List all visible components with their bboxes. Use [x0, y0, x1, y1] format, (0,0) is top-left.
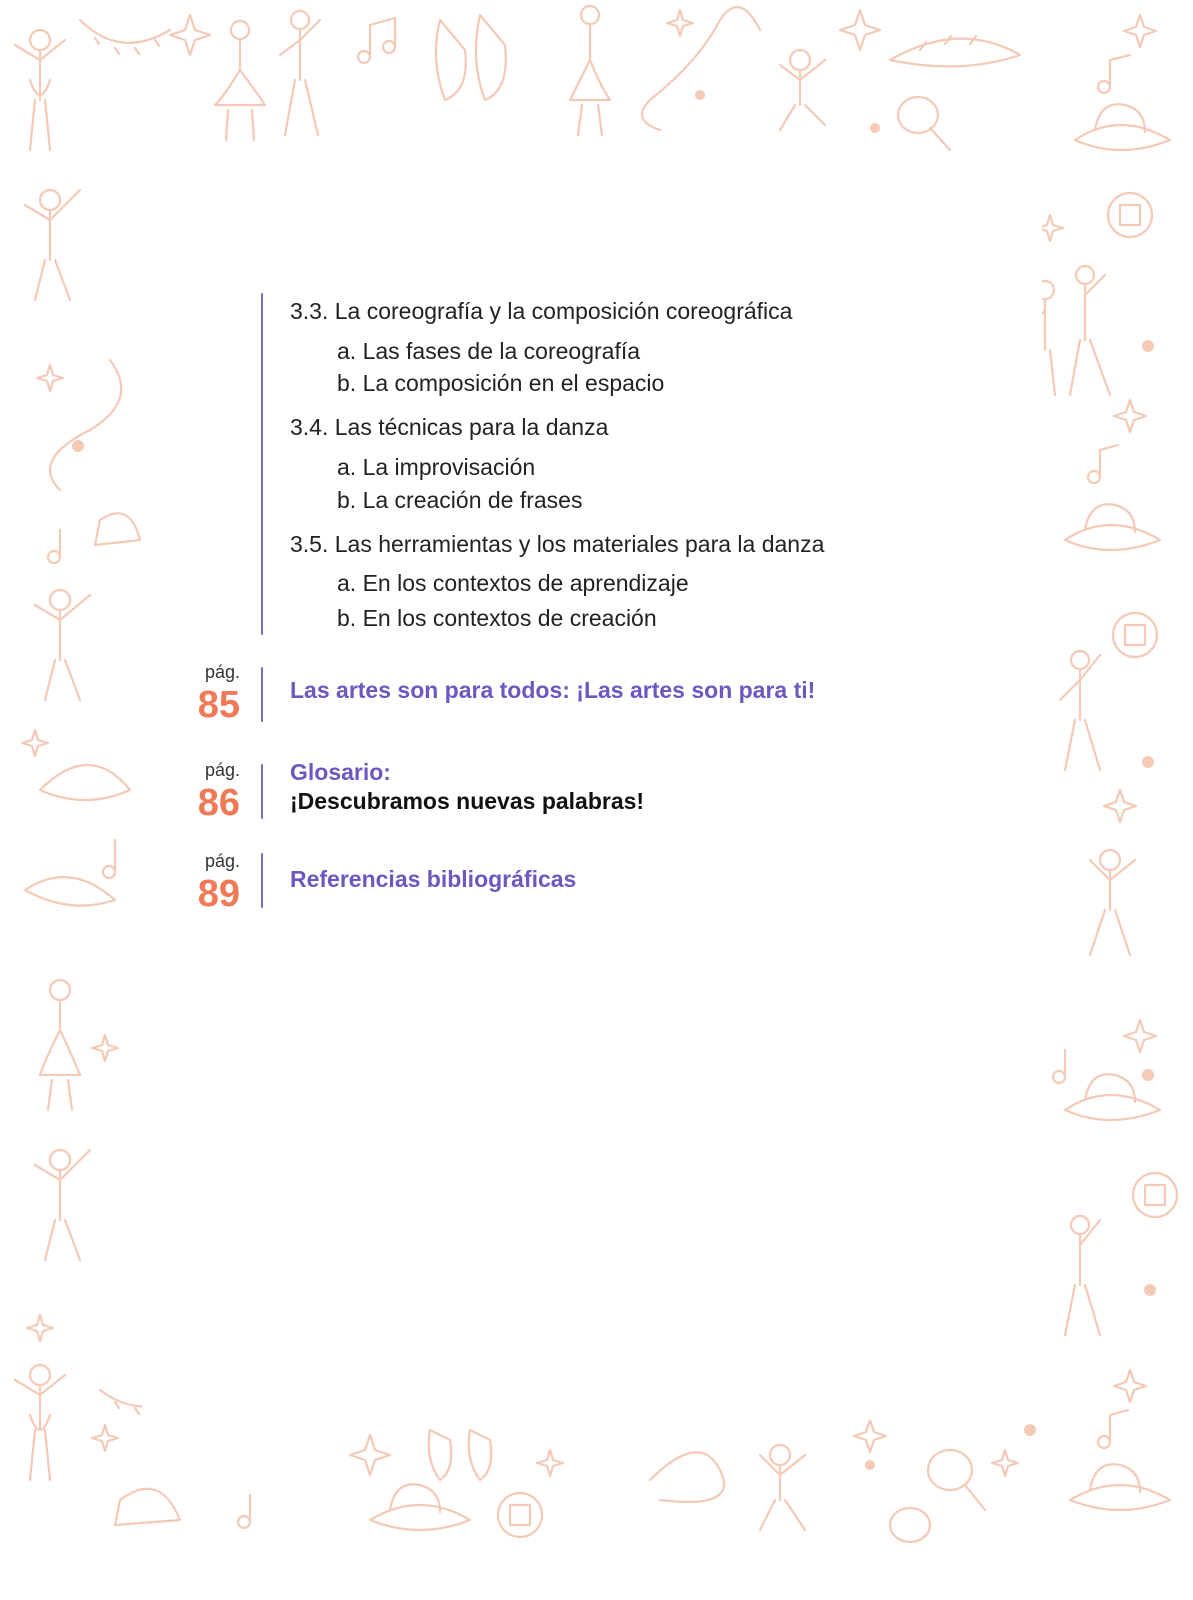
page-number: 89 — [197, 873, 240, 915]
toc-section-3-4[interactable]: 3.4. Las técnicas para la danza — [290, 414, 609, 440]
shoe-icon — [115, 1489, 180, 1525]
ribbon-icon — [650, 1452, 724, 1502]
sombrero-icon — [40, 765, 130, 800]
music-note-icon — [48, 530, 60, 563]
entry-title[interactable]: Glosario: — [290, 759, 391, 785]
entry-divider-rule — [261, 764, 263, 819]
dancer-icon — [15, 1365, 65, 1480]
sparkle-icon — [27, 1315, 53, 1341]
sparkle-icon — [1114, 400, 1146, 432]
music-note-icon — [238, 1495, 250, 1528]
sparkle-icon — [350, 1435, 390, 1475]
coin-icon — [1108, 193, 1152, 237]
entry-title[interactable]: Referencias bibliográficas — [290, 866, 577, 892]
toc-item[interactable]: a. Las fases de la coreografía — [337, 338, 641, 364]
ballet-shoes-icon — [429, 1430, 492, 1480]
sparkle-icon — [1124, 1020, 1156, 1052]
dancer-icon — [25, 190, 80, 300]
jumping-dancer-icon — [780, 50, 825, 130]
dancer-icon — [35, 590, 90, 700]
entry-divider-rule — [261, 667, 263, 722]
music-note-icon — [1098, 1410, 1128, 1448]
ribbon-icon — [642, 7, 760, 130]
entry-subtitle[interactable]: ¡Descubramos nuevas palabras! — [290, 788, 645, 814]
dancer-icon — [40, 980, 80, 1110]
toc-item[interactable]: b. En los contextos de creación — [337, 605, 657, 631]
sparkle-icon — [92, 1035, 118, 1061]
music-note-icon — [358, 18, 395, 63]
toc-item[interactable]: b. La creación de frases — [337, 487, 583, 513]
hat-icon — [1065, 1074, 1160, 1120]
sparkle-icon — [22, 730, 48, 756]
sparkle-icon — [992, 1450, 1018, 1476]
toc-item[interactable]: b. La composición en el espacio — [337, 370, 665, 396]
page-label: pág. — [204, 662, 240, 682]
shoe-icon — [95, 513, 140, 545]
page-label: pág. — [204, 851, 240, 871]
jumping-dancer-icon — [1090, 850, 1135, 955]
maraca-icon — [890, 1450, 985, 1542]
coin-icon — [1133, 1173, 1177, 1217]
garland-icon — [80, 20, 170, 54]
section-divider-rule — [261, 293, 263, 635]
music-note-icon — [1088, 445, 1118, 483]
sparkle-icon — [92, 1425, 118, 1451]
sparkle-icon — [854, 1420, 886, 1452]
entry-divider-rule — [261, 853, 263, 908]
coin-icon — [1113, 613, 1157, 657]
dancer-icon — [1060, 651, 1100, 770]
dancer-icon — [570, 6, 610, 135]
toc-section-3-5[interactable]: 3.5. Las herramientas y los materiales para la danza — [290, 531, 825, 557]
page-number: 85 — [197, 684, 240, 726]
jumping-dancer-icon — [760, 1445, 805, 1530]
page-label: pág. — [204, 760, 240, 780]
dancer-icon — [15, 30, 65, 150]
sparkle-icon — [170, 15, 210, 55]
sparkle-icon — [1124, 15, 1156, 47]
couple-dancers-icon — [215, 11, 320, 140]
toc-item[interactable]: a. En los contextos de aprendizaje — [337, 570, 689, 596]
sparkle-icon — [840, 10, 880, 50]
hat-icon — [1075, 104, 1170, 150]
hat-icon — [1070, 1464, 1170, 1510]
coin-icon — [498, 1493, 542, 1537]
ballet-shoes-icon — [436, 15, 506, 100]
sombrero-icon — [25, 877, 115, 905]
sparkle-icon — [537, 1450, 563, 1476]
sparkle-icon — [1104, 790, 1136, 822]
dancer-icon — [35, 1150, 90, 1260]
music-note-icon — [1098, 55, 1130, 93]
sparkle-icon — [667, 10, 693, 36]
sombrero-icon — [890, 36, 1020, 66]
dancer-icon — [1065, 1216, 1100, 1335]
sparkle-icon — [37, 365, 63, 391]
hat-icon — [370, 1484, 470, 1530]
toc-item[interactable]: a. La improvisación — [337, 454, 536, 480]
sparkle-icon — [1114, 1370, 1146, 1402]
couple-dancers-icon — [1030, 266, 1110, 395]
music-note-icon — [1053, 1050, 1065, 1083]
hat-icon — [1065, 504, 1160, 550]
music-note-icon — [103, 840, 115, 878]
toc-section-3-3[interactable]: 3.3. La coreografía y la composición coreográfica — [290, 298, 793, 324]
page-number: 86 — [197, 782, 240, 824]
entry-title[interactable]: Las artes son para todos: ¡Las artes son para ti! — [290, 677, 816, 703]
maraca-icon — [898, 97, 950, 150]
